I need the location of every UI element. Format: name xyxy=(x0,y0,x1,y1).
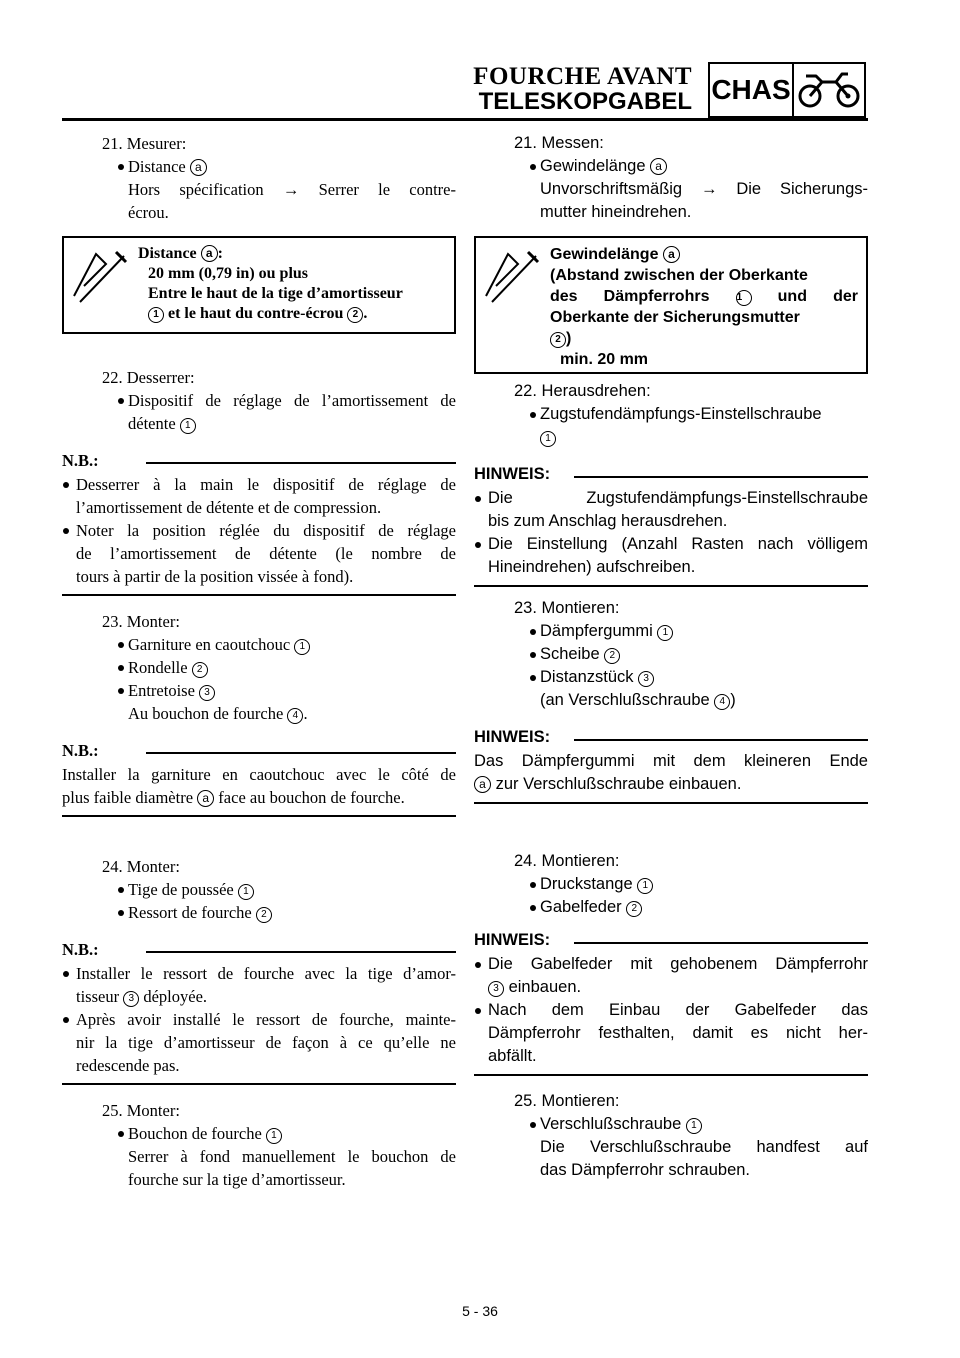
step-25-fr: 25. Monter: xyxy=(102,1101,180,1120)
list-item: Druckstange 1 xyxy=(474,873,868,896)
step-21-de: 21. Messen: xyxy=(514,134,604,152)
note-item: Installer le ressort de fourche avec la tige d’amor- xyxy=(62,962,456,985)
column-french: 21. Mesurer: Distance a Hors spécification → Serrer le contre- écrou. Distance a : 20 mm (0,79 in) ou plus Entre le haut de la tige d’amortisseur 1 et le haut du contre-écrou 2 . 22. Desserrer: Dispositif de réglage de l’amortissement de détente 1 N.B.: Desserrer à la main le dispositif de réglage de l’amortissement de détente et de compression. Noter la position réglée du dispositif de réglage de l’amortissement de détente (le nombre de tours à partir de la position vissée à fond). 23. Monter: Garniture en caoutchouc 1 Rondelle 2 Entretoise 3 Au bouchon de fourche 4 . N.B.: Installer la garniture en caoutchouc avec le côté de plus faible diamètre a face au bouchon de fourche. 24. Monter: Tige de poussée 1 Ressort de fourche 2 N.B.: Installer le ressort de fourche avec la tige d’amor- tisseur 3 déployée. Après avoir installé le ressort de fourche, mainte- nir la tige d’amortisseur de façon à ce qu’elle ne redescende pas. 25. Monter: Bouchon de fourche 1 Serrer à fond manuellement le bouchon de fourche sur la tige d’amortisseur. xyxy=(62,134,456,1189)
note-header: N.B.: xyxy=(62,449,456,473)
list-item: Dämpfergummi 1 xyxy=(474,620,868,643)
wrench-icon xyxy=(70,246,130,306)
note-header: HINWEIS: xyxy=(474,929,868,953)
spec-box-de: Gewindelänge a (Abstand zwischen der Oberkante des Dämpferrohrs 1 und der Oberkante der Sicherungsmutter 2 ) min. 20 mm xyxy=(474,236,868,374)
step-25-de: 25. Montieren: xyxy=(514,1092,620,1110)
note-item: Desserrer à la main le dispositif de réglage de xyxy=(62,473,456,496)
note-item: Noter la position réglée du dispositif de réglage xyxy=(62,519,456,542)
step-23-de: 23. Montieren: xyxy=(514,599,620,617)
note-header: N.B.: xyxy=(62,739,456,763)
wrench-icon xyxy=(482,246,542,306)
header-title-fr: FOURCHE AVANT xyxy=(473,63,692,90)
note-item: Après avoir installé le ressort de fourche, mainte- xyxy=(62,1008,456,1031)
spec-note: écrou. xyxy=(128,203,169,222)
list-item: Entretoise 3 xyxy=(62,679,456,702)
list-item: Tige de poussée 1 xyxy=(62,878,456,901)
list-item: Zugstufendämpfungs-Einstellschraube xyxy=(474,403,868,426)
note-header: HINWEIS: xyxy=(474,463,868,487)
step-22-fr: 22. Desserrer: xyxy=(102,368,195,387)
step-22-de: 22. Herausdrehen: xyxy=(514,382,651,400)
list-item: Distance a xyxy=(62,155,456,178)
header-rule xyxy=(62,118,868,121)
column-german: 21. Messen: Gewindelänge a Unvorschriftsmäßig → Die Sicherungs- mutter hineindrehen. Gewindelänge a (Abstand zwischen der Oberkante des Dämpferrohrs 1 und der Oberkante der Sicherungsmutter 2 ) min. 20 mm 22. Herausdrehen: Zugstufendämpfungs-Einstellschraube 1 HINWEIS: Die Zugstufendämpfungs-Einstellschraube bis zum Anschlag herausdrehen. Die Einstellung (Anzahl Rasten nach völligem Hineindrehen) aufschreiben. 23. Montieren: Dämpfergummi 1 Scheibe 2 Distanzstück 3 (an Verschlußschraube 4 ) HINWEIS: Das Dämpfergummi mit dem kleineren Ende a zur Verschlußschraube einbauen. 24. Montieren: Druckstange 1 Gabelfeder 2 HINWEIS: Die Gabelfeder mit gehobenem Dämpferrohr 3 einbauen. Nach dem Einbau der Gabelfeder das Dämpferrohr festhalten, damit es nicht her- abfällt. 25. Montieren: Verschlußschraube 1 Die Verschlußschraube handfest auf das Dämpferrohr schrauben. xyxy=(474,134,868,1179)
step-21-fr: 21. Mesurer: xyxy=(102,134,187,153)
note-item: Die Gabelfeder mit gehobenem Dämpferrohr xyxy=(474,953,868,976)
step-24-fr: 24. Monter: xyxy=(102,857,180,876)
note-item: Die Einstellung (Anzahl Rasten nach völligem xyxy=(474,533,868,556)
list-item: Distanzstück 3 xyxy=(474,666,868,689)
list-item: Dispositif de réglage de l’amortissement de xyxy=(62,389,456,412)
list-item: Garniture en caoutchouc 1 xyxy=(62,633,456,656)
list-item: Scheibe 2 xyxy=(474,643,868,666)
spec-note: Hors spécification → Serrer le contre- xyxy=(128,180,456,199)
note-item: Nach dem Einbau der Gabelfeder das xyxy=(474,999,868,1022)
motorcycle-icon xyxy=(794,64,864,116)
list-item: Rondelle 2 xyxy=(62,656,456,679)
callout-a: a xyxy=(201,245,218,262)
section-label: CHAS xyxy=(710,64,794,116)
list-item: Gewindelänge a xyxy=(474,155,868,178)
list-item: Bouchon de fourche 1 xyxy=(62,1122,456,1145)
list-item: Verschlußschraube 1 xyxy=(474,1113,868,1136)
note-header: HINWEIS: xyxy=(474,726,868,750)
list-item: Ressort de fourche 2 xyxy=(62,901,456,924)
step-24-de: 24. Montieren: xyxy=(514,852,620,870)
section-badge xyxy=(708,62,866,118)
page-number: 5 - 36 xyxy=(462,1303,498,1319)
callout-a: a xyxy=(190,159,207,176)
spec-box-fr: Distance a : 20 mm (0,79 in) ou plus Entre le haut de la tige d’amortisseur 1 et le haut du contre-écrou 2 . xyxy=(62,236,456,334)
step-23-fr: 23. Monter: xyxy=(102,612,180,631)
note-header: N.B.: xyxy=(62,938,456,962)
header-title-de: TELESKOPGABEL xyxy=(478,88,692,115)
list-item: Gabelfeder 2 xyxy=(474,896,868,919)
note-item: Die Zugstufendämpfungs-Einstellschraube xyxy=(474,487,868,510)
